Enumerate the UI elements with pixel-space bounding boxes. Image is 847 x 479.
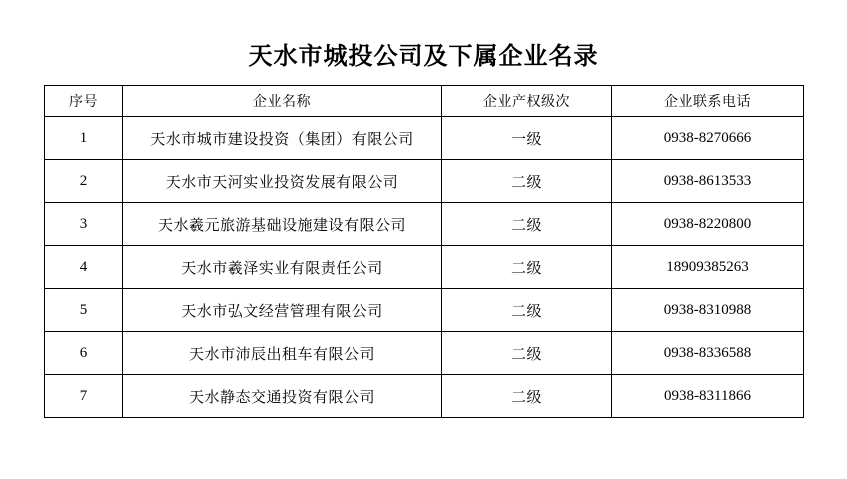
cell-company-name: 天水静态交通投资有限公司 bbox=[123, 375, 442, 418]
table-row bbox=[45, 332, 804, 375]
cell-phone: 0938-8613533 bbox=[612, 160, 804, 203]
cell-ownership-level: 二级 bbox=[442, 246, 612, 289]
table-row bbox=[45, 117, 804, 160]
column-header-index: 序号 bbox=[45, 86, 123, 117]
cell-company-name: 天水市沛辰出租车有限公司 bbox=[123, 332, 442, 375]
table-header bbox=[45, 86, 804, 117]
cell-ownership-level: 二级 bbox=[442, 203, 612, 246]
cell-ownership-level: 一级 bbox=[442, 117, 612, 160]
cell-ownership-level: 二级 bbox=[442, 375, 612, 418]
cell-index: 2 bbox=[45, 160, 123, 203]
cell-company-name: 天水市城市建设投资（集团）有限公司 bbox=[123, 117, 442, 160]
cell-phone: 0938-8311866 bbox=[612, 375, 804, 418]
column-header-phone: 企业联系电话 bbox=[612, 86, 804, 117]
table-row bbox=[45, 203, 804, 246]
cell-index: 3 bbox=[45, 203, 123, 246]
cell-ownership-level: 二级 bbox=[442, 332, 612, 375]
table-container bbox=[0, 85, 847, 418]
cell-ownership-level: 二级 bbox=[442, 289, 612, 332]
cell-phone: 0938-8336588 bbox=[612, 332, 804, 375]
cell-phone: 0938-8220800 bbox=[612, 203, 804, 246]
cell-company-name: 天水羲元旅游基础设施建设有限公司 bbox=[123, 203, 442, 246]
table-row bbox=[45, 246, 804, 289]
cell-company-name: 天水市羲泽实业有限责任公司 bbox=[123, 246, 442, 289]
cell-phone: 0938-8310988 bbox=[612, 289, 804, 332]
column-header-ownership-level: 企业产权级次 bbox=[442, 86, 612, 117]
cell-phone: 18909385263 bbox=[612, 246, 804, 289]
page-title: 天水市城投公司及下属企业名录 bbox=[248, 44, 599, 70]
company-directory-table bbox=[44, 85, 804, 418]
cell-company-name: 天水市弘文经营管理有限公司 bbox=[123, 289, 442, 332]
table-body bbox=[45, 117, 804, 418]
cell-index: 6 bbox=[45, 332, 123, 375]
cell-index: 1 bbox=[45, 117, 123, 160]
cell-ownership-level: 二级 bbox=[442, 160, 612, 203]
table-header-row bbox=[45, 86, 804, 117]
cell-index: 4 bbox=[45, 246, 123, 289]
column-header-company-name: 企业名称 bbox=[123, 86, 442, 117]
table-row bbox=[45, 375, 804, 418]
cell-company-name: 天水市天河实业投资发展有限公司 bbox=[123, 160, 442, 203]
table-row bbox=[45, 160, 804, 203]
cell-index: 5 bbox=[45, 289, 123, 332]
table-row bbox=[45, 289, 804, 332]
cell-index: 7 bbox=[45, 375, 123, 418]
cell-phone: 0938-8270666 bbox=[612, 117, 804, 160]
